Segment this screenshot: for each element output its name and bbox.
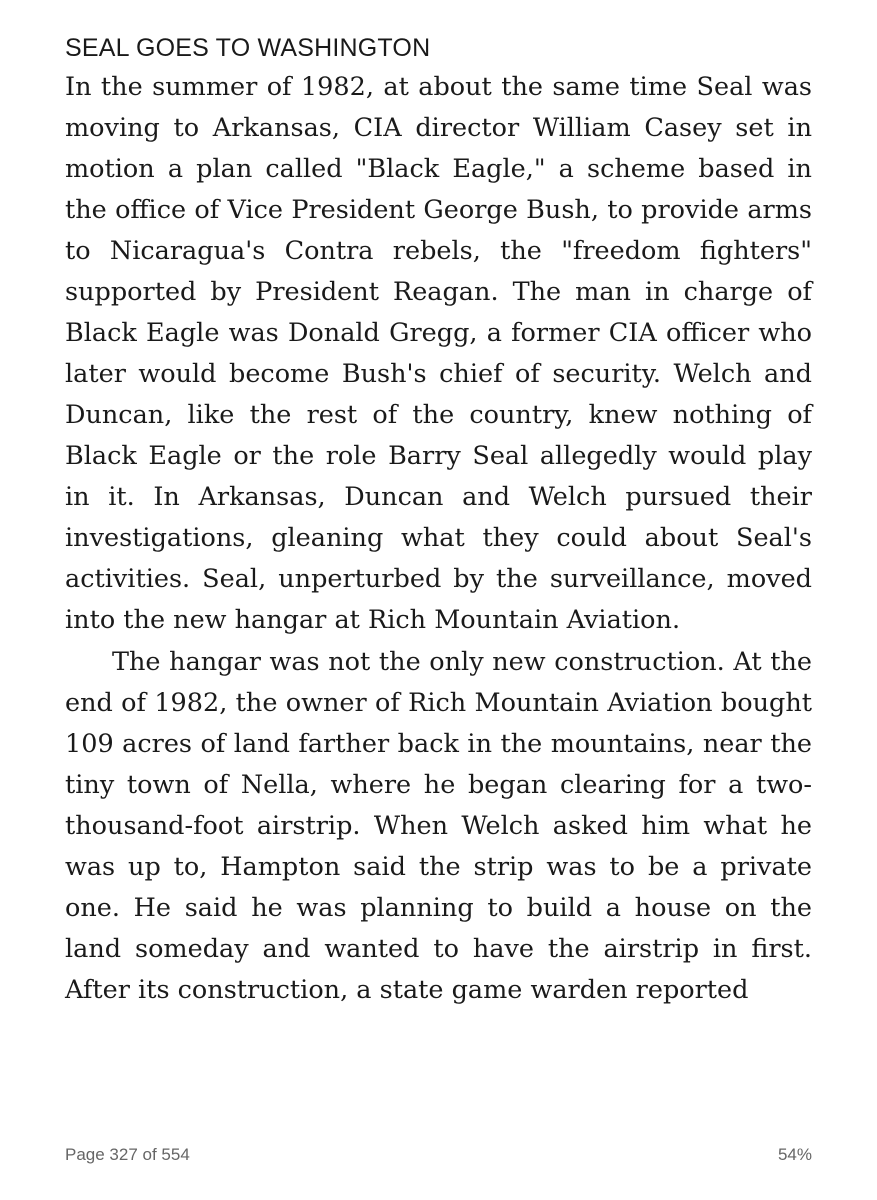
page-indicator[interactable]: Page 327 of 554 <box>65 1145 190 1164</box>
reading-progress-percent: 54% <box>777 1145 812 1164</box>
page-content <box>65 30 812 1011</box>
reader-footer <box>65 1143 812 1167</box>
section-heading: SEAL GOES TO WASHINGTON <box>65 34 431 62</box>
body-paragraph-1: In the summer of 1982, at about the same time Seal was moving to Arkansas, CIA director William Casey set in motion a plan called "Black Eagle," a scheme based in the office of Vice President George Bush, to provide arms to Nicaragua's Contra rebels, the "freedom fighters" supported by President Reagan. The man in charge of Black Eagle was Donald Gregg, a former CIA officer who later would become Bush's chief of security. Welch and Duncan, like the rest of the country, knew nothing of Black Eagle or the role Barry Seal allegedly would play in it. In Arkansas, Duncan and Welch pursued their investigations, gleaning what they could about Seal's activities. Seal, unperturbed by the surveillance, moved into the new hangar at Rich Mountain Aviation. <box>65 72 812 635</box>
body-paragraph-2: The hangar was not the only new construction. At the end of 1982, the owner of Rich Mountain Aviation bought 109 acres of land farther back in the mountains, near the tiny town of Nella, where he began clearing for a two-thousand-foot airstrip. When Welch asked him what he was up to, Hampton said the strip was to be a private one. He said he was planning to build a house on the land someday and wanted to have the airstrip in first. After its construction, a state game warden reported <box>65 647 812 1005</box>
